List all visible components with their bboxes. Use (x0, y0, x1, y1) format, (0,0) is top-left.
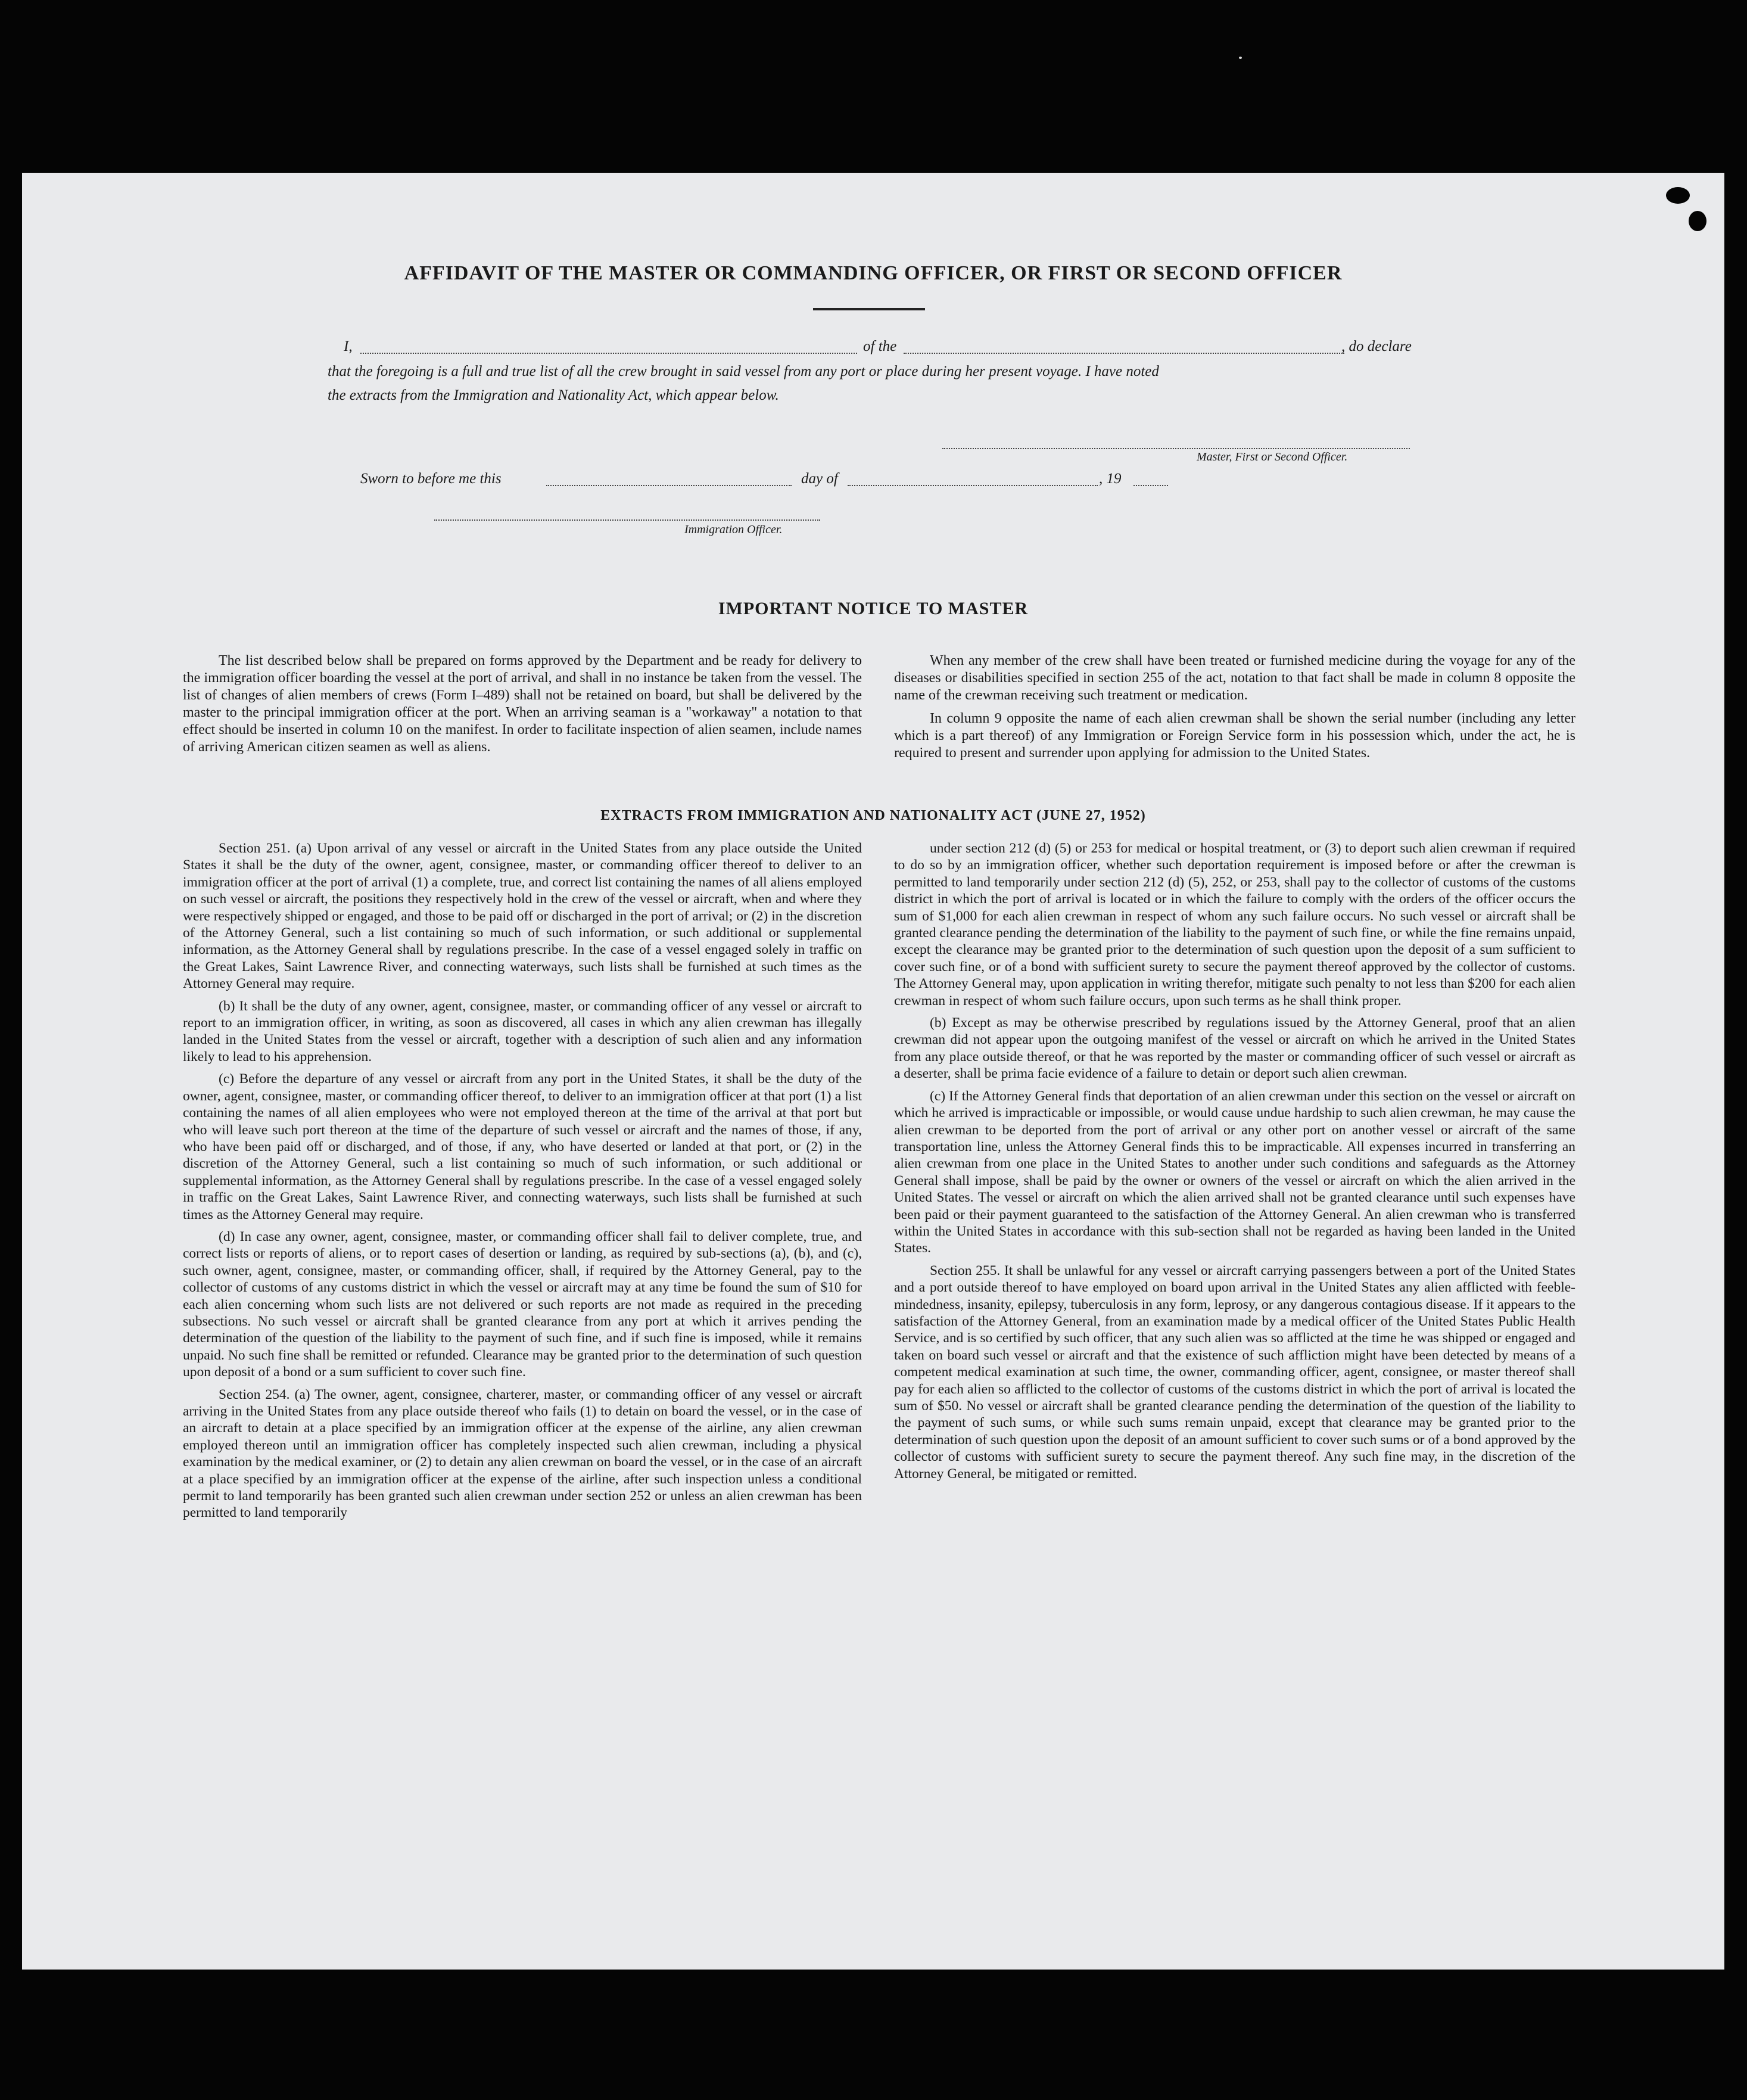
paragraph: In column 9 opposite the name of each alien crewman shall be shown the serial number (including any letter which is a part thereof) of any Immigration or Foreign Service form in his possession which, under the act, he is required to present and surrender upon applying for admission to the United States. (894, 711, 1575, 761)
immigration-officer-signature-field[interactable] (434, 519, 820, 521)
sworn-month-field[interactable] (848, 485, 1098, 486)
notice-title: IMPORTANT NOTICE TO MASTER (718, 599, 1029, 618)
paragraph: (d) In case any owner, agent, consignee, master, or commanding officer shall fail to deliver complete, true, and correct lists or reports of aliens, or to report cases of desertion or landing, as required by sub-sections (a), (b), and (c), such owner, agent, consignee, master, or commanding officer, shall, if required by the Attorney General, pay to the collector of customs of any customs district in which the vessel or aircraft may at any time be found the sum of $10 for each alien concerning whom such lists are not delivered or such reports are not made as required in the preceding subsections. No such vessel or aircraft shall be granted clearance from any port at which it arrives pending the determination of the question of the liability to the payment of such fine, and if such fine is imposed, while it remains unpaid. No such fine shall be remitted or refunded. Clearance may be granted prior to the determination of such question upon deposit of a bond or a sum sufficient to cover such fine. (183, 1228, 862, 1380)
master-caption: Master, First or Second Officer. (1197, 450, 1348, 463)
punch-hole (1666, 187, 1690, 204)
paragraph: (c) Before the departure of any vessel or aircraft from any port in the United States, it shall be the duty of the owner, agent, consignee, master, or commanding officer thereof, to deliver to an immigration officer at that port (1) a list containing the names of all alien employees who were not employed thereon at the time of the arrival at that port but who will leave such port thereon at the time of the departure of such vessel or aircraft and the names of those, if any, who have been paid off or discharged, and of those, if any, who have deserted or landed at that port, or (2) in the discretion of the Attorney General, such a list containing so much of such information, or such additional or supplemental information, as the Attorney General shall by regulations prescribe. In the case of a vessel engaged solely in traffic on the Great Lakes, Saint Lawrence River, and connecting waterways, such lists shall be furnished at such times as the Attorney General may require. (183, 1071, 862, 1222)
extracts-left-column (183, 840, 862, 1527)
master-signature-field[interactable] (942, 448, 1410, 449)
paragraph: Section 254. (a) The owner, agent, consignee, charterer, master, or commanding officer of any vessel or aircraft arriving in the United States from any place outside thereof who fails (1) to detain on board the vessel, or in the case of an aircraft to detain at a place specified by an immigration officer at the expense of the airline, any alien crewman employed thereon until an immigration officer has completely inspected such alien crewman, including a physical examination by the medical examiner, or (2) to detain any alien crewman on board the vessel, or in the case of an aircraft at a place specified by an immigration officer at the expense of the airline, after such inspection unless a conditional permit to land temporarily has been granted such alien crewman under section 252 or unless an alien crewman has been permitted to land temporarily (183, 1386, 862, 1521)
sworn-date-field[interactable] (546, 485, 792, 486)
year-label: , 19 (1099, 471, 1122, 487)
declare-label: , do declare (1341, 338, 1412, 354)
paragraph: (b) Except as may be otherwise prescribed by regulations issued by the Attorney General, proof that an alien crewman did not appear upon the outgoing manifest of the vessel or aircraft on which he arrived in the United States from any place outside thereof, or that he was reported by the master or commanding officer of such vessel or aircraft as a deserter, shall be prima facie evidence of a failure to detain or deport such alien crewman. (894, 1015, 1575, 1082)
vessel-name-field[interactable] (904, 353, 1344, 354)
sworn-year-field[interactable] (1133, 485, 1168, 486)
paragraph: Section 255. It shall be unlawful for any vessel or aircraft carrying passengers between a port of the United States and a port outside thereof to have employed on board upon arrival in the United States any alien afflicted with feeble-mindedness, insanity, epilepsy, tuberculosis in any form, leprosy, or any dangerous contagious disease. If it appears to the satisfaction of the Attorney General, from an examination made by a medical officer of the United States Public Health Service, and is so certified by such officer, that any such alien was so afflicted at the time he was shipped or engaged and taken on board such vessel or aircraft and that the existence of such affliction might have been detected by means of a competent medical examination at such time, the owner, commanding officer, agent, consignee, or master thereof shall pay for each alien so afflicted to the collector of customs of the customs district in which the port of arrival is located the sum of $50. No vessel or aircraft shall be granted clearance pending the determination of the question of the liability to the payment of such sums, or while such sums remain unpaid, except that clearance may be granted prior to the determination of such question upon the deposit of an amount sufficient to cover such sums or of a bond approved by the collector of customs with sufficient surety to secure the payment thereof. Any such fine may, in the discretion of the Attorney General, be mitigated or remitted. (894, 1262, 1575, 1482)
paragraph: The list described below shall be prepared on forms approved by the Department and be ready for delivery to the immigration officer boarding the vessel at the port of arrival, and shall in no instance be taken from the vessel. The list of changes of alien members of crews (Form I–489) shall not be retained on board, but shall be delivered by the master to the principal immigration officer at the port. When an arriving seaman is a "workaway" a notation to that effect should be inserted in column 10 on the manifest. In order to facilitate inspection of alien seamen, include names of arriving American citizen seamen as well as aliens. (183, 653, 862, 755)
declaration-text-line1: that the foregoing is a full and true list of all the crew brought in said vessel from any port or place during her present voyage. I have noted (328, 363, 1159, 379)
scan-speck (1239, 57, 1242, 59)
paragraph: Section 251. (a) Upon arrival of any vessel or aircraft in the United States from any place outside the United States it shall be the duty of the owner, agent, consignee, master, or commanding officer thereof to deliver to an immigration officer at the port of arrival (1) a complete, true, and correct list containing the names of all aliens employed on such vessel or aircraft, the positions they respectively hold in the crew of the vessel or aircraft, when and where they were respectively shipped or engaged, and those to be paid off or discharged in the port of arrival; or (2) in the discretion of the Attorney General, such a list containing so much of such information, or such additional or supplemental information, as the Attorney General shall by regulations prescribe. In the case of a vessel engaged solely in traffic on the Great Lakes, Saint Lawrence River, and connecting waterways, such lists shall be furnished at such times as the Attorney General may require. (183, 841, 862, 992)
declaration-text-line2: the extracts from the Immigration and Nationality Act, which appear below. (328, 387, 779, 403)
affidavit-title: AFFIDAVIT OF THE MASTER OR COMMANDING OFFICER, OR FIRST OR SECOND OFFICER (404, 262, 1343, 284)
punch-hole (1689, 211, 1706, 231)
of-the-label: of the (863, 338, 897, 354)
declarant-name-field[interactable] (360, 353, 857, 354)
sworn-label: Sworn to before me this (360, 471, 502, 487)
form-page (22, 173, 1724, 1970)
paragraph: (c) If the Attorney General finds that deportation of an alien crewman under this section on the vessel or aircraft on which he arrived is impracticable or impossible, or would cause undue hardship to such alien crewman, he may cause the alien crewman to be deported from the port of arrival or any other port on another vessel or aircraft of the same transportation line, unless the Attorney General finds this to be impracticable. All expenses incurred in transferring an alien crewman from one place in the United States to another under such conditions and safeguards as the Attorney General shall impose, shall be paid by the owner or owners of the vessel or aircraft on which the alien arrived in the United States. The vessel or aircraft on which the alien arrived shall not be granted clearance until such expenses have been paid or their payment guaranteed to the satisfaction of the Attorney General. An alien crewman who is transferred within the United States in accordance with this sub-section shall not be regarded as having been landed in the United States. (894, 1088, 1575, 1256)
title-divider (813, 308, 925, 310)
notice-right-column (894, 652, 1575, 768)
immigration-officer-caption: Immigration Officer. (684, 523, 783, 536)
paragraph: under section 212 (d) (5) or 253 for medical or hospital treatment, or (3) to deport such alien crewman if required to do so by an immigration officer, whether such deportation requirement is imposed before or after the crewman is permitted to land temporarily under section 212 (d) (5), 252, or 253, shall pay to the collector of customs of the customs district in which the port of arrival is located or in which the failure to comply with the orders of the officer occurs the sum of $1,000 for each alien crewman in respect of whom any such failure occurs. No such vessel or aircraft shall be granted clearance pending the determination of the liability to the payment of such fine, or while the fine remains unpaid, except the clearance may be granted prior to the determination of such question upon the deposit of a sum sufficient to cover such fine, or of a bond with sufficient surety to secure the payment thereof approved by the collector of customs. The Attorney General may, upon application in writing therefor, mitigate such penalty to not less than $200 for each alien crewman in respect of whom such failure occurs, upon such terms as he shall think proper. (894, 841, 1575, 1009)
day-of-label: day of (801, 471, 838, 487)
extracts-title: EXTRACTS FROM IMMIGRATION AND NATIONALITY ACT (JUNE 27, 1952) (600, 808, 1146, 823)
paragraph: When any member of the crew shall have been treated or furnished medicine during the voyage for any of the diseases or disabilities specified in section 255 of the act, notation to that fact shall be made in column 8 opposite the name of the crewman receiving such treatment or medication. (894, 653, 1575, 703)
declarant-label: I, (344, 338, 353, 354)
extracts-right-column (894, 840, 1575, 1488)
notice-left-column (183, 652, 862, 762)
paragraph: (b) It shall be the duty of any owner, agent, consignee, master, or commanding officer of any vessel or aircraft to report to an immigration officer, in writing, as soon as discovered, all cases in which any alien crewman has illegally landed in the United States from the vessel or aircraft, together with a description of such alien and any information likely to lead to his apprehension. (183, 998, 862, 1065)
